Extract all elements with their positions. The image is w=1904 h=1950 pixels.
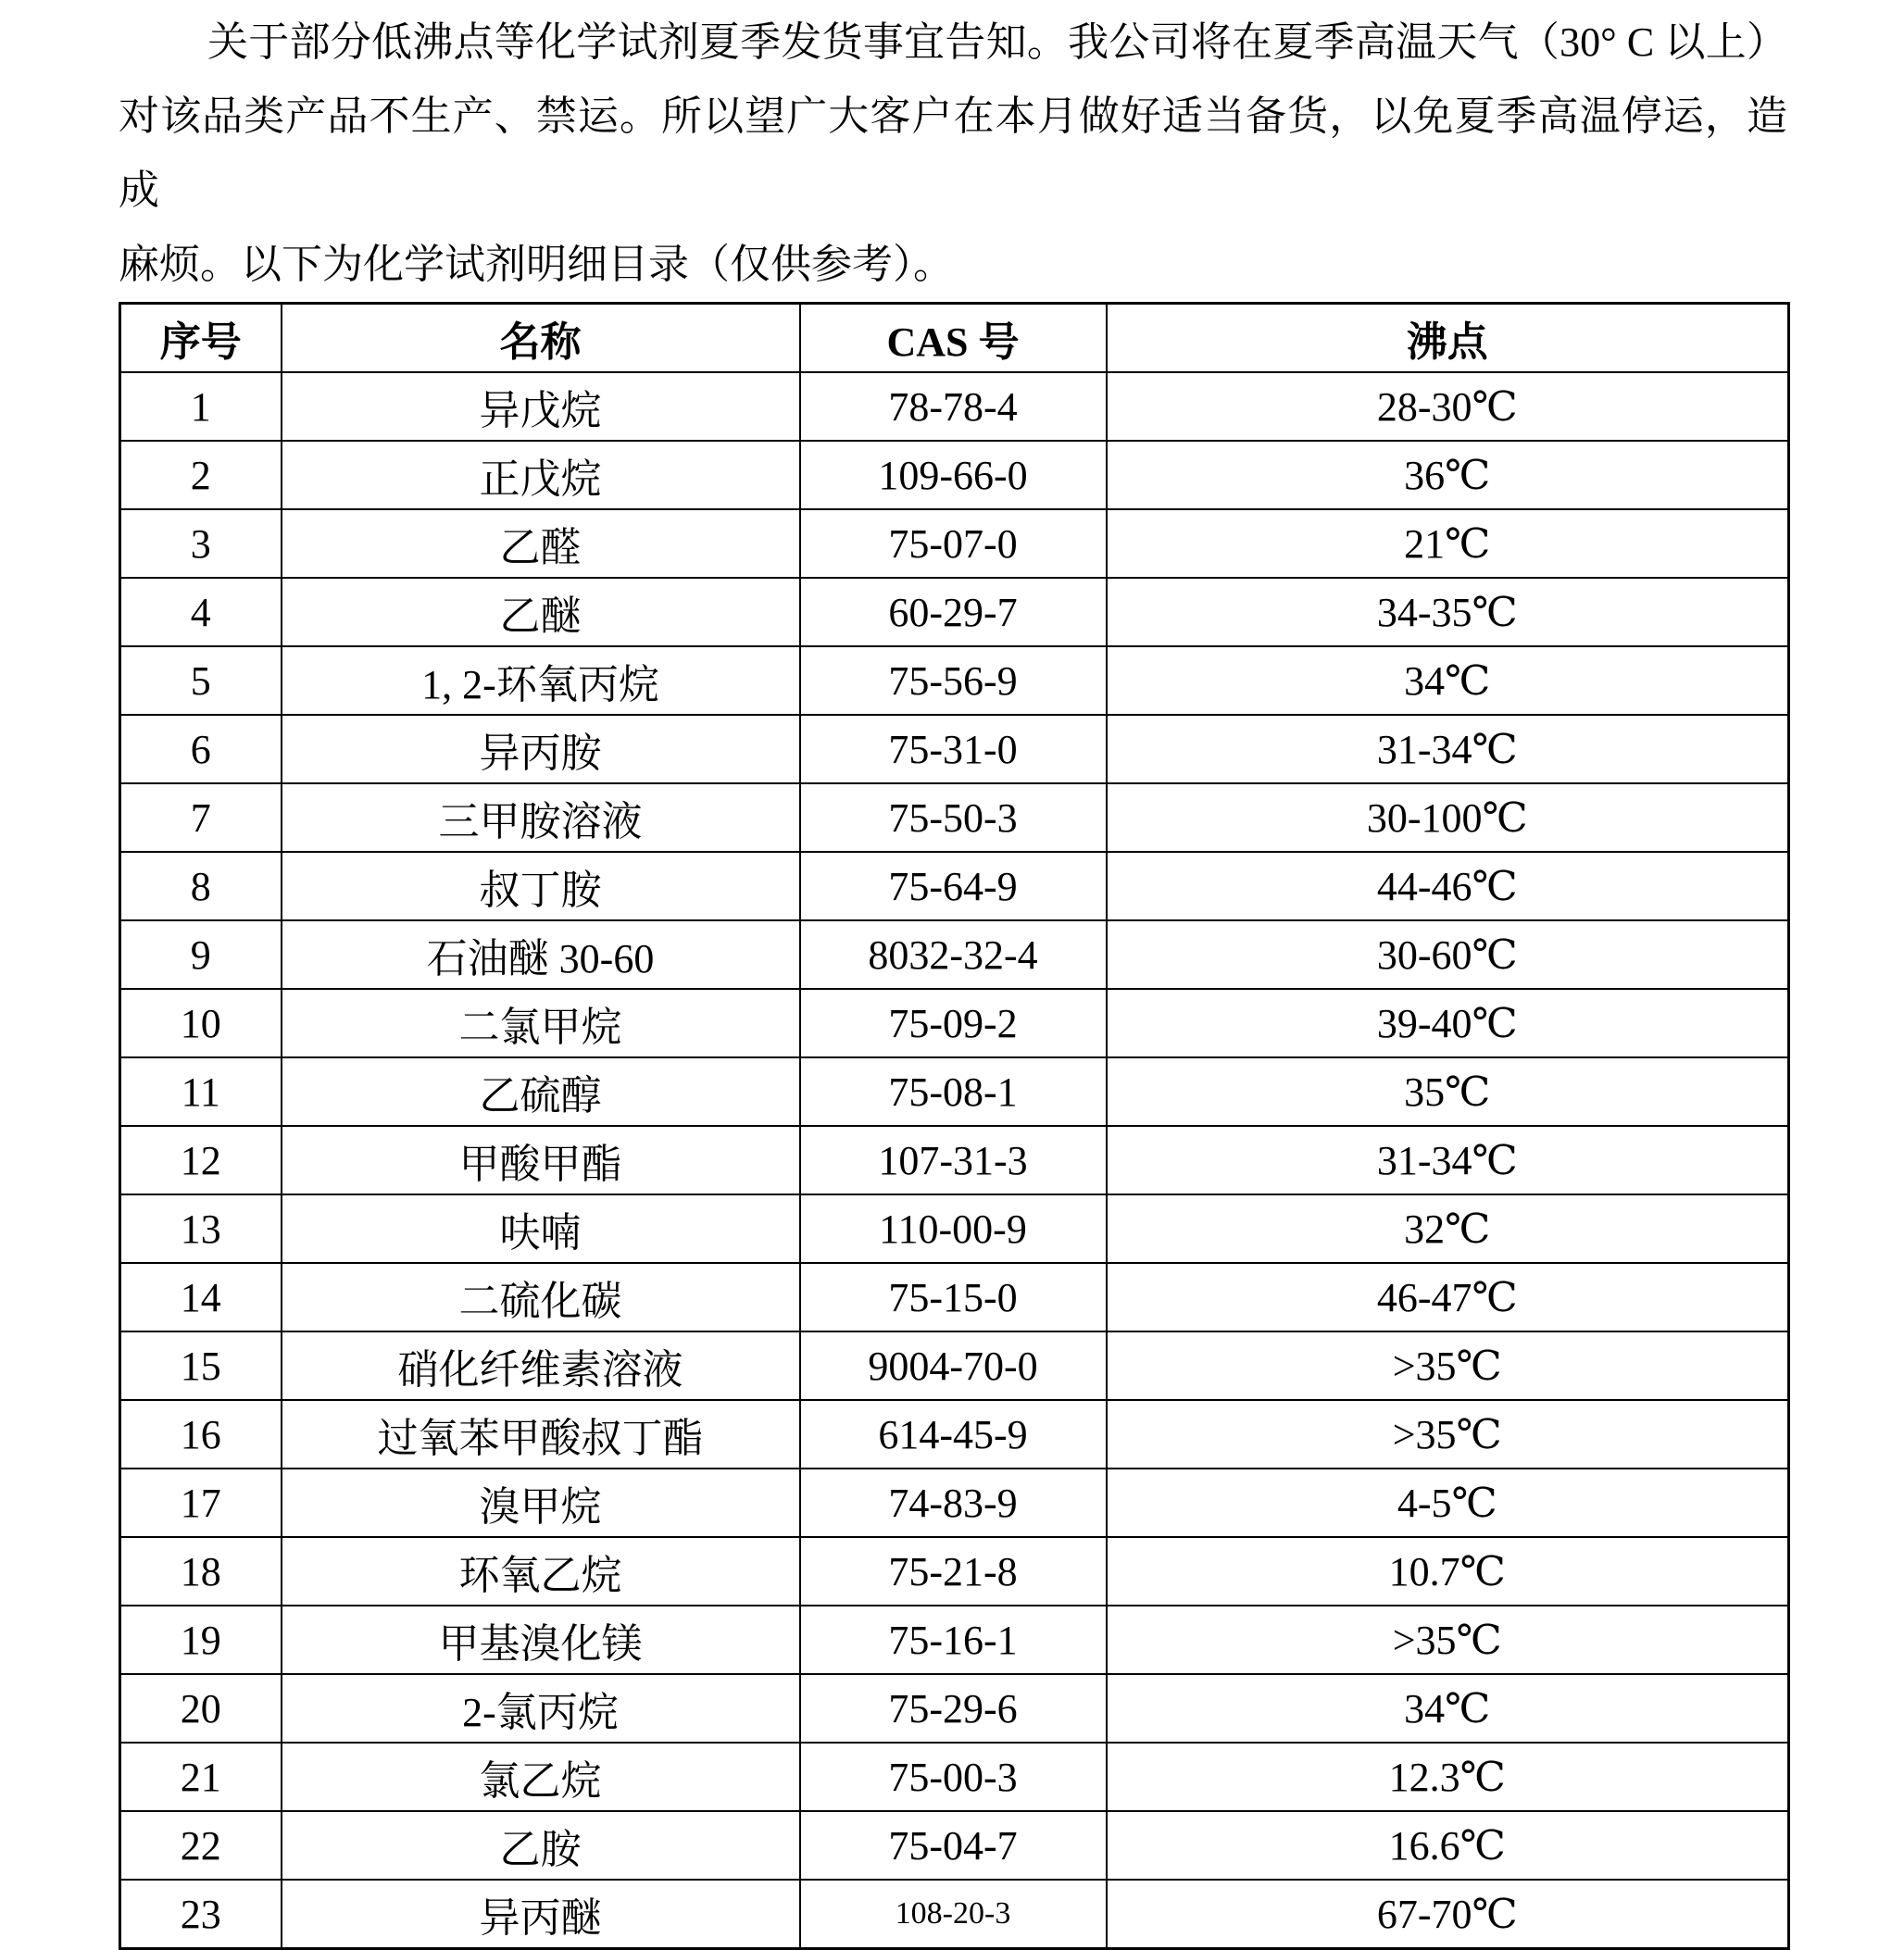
table-row [120, 1400, 1789, 1469]
cas-number-cell: 75-15-0 [800, 1263, 1107, 1331]
serial-number-cell: 21 [120, 1743, 282, 1811]
cas-number-cell: 108-20-3 [800, 1880, 1107, 1949]
table-row [120, 852, 1789, 920]
boiling-point-cell: 67-70℃ [1107, 1880, 1789, 1949]
table-header-row [120, 304, 1789, 373]
name-cell: 1, 2-环氧丙烷 [282, 646, 800, 715]
serial-number-cell: 14 [120, 1263, 282, 1331]
header-name: 名称 [282, 304, 800, 373]
serial-number-cell: 11 [120, 1057, 282, 1126]
boiling-point-cell: 31-34℃ [1107, 1126, 1789, 1194]
cas-number-cell: 75-29-6 [800, 1674, 1107, 1743]
name-cell: 异戊烷 [282, 372, 800, 441]
name-cell: 异丙胺 [282, 715, 800, 783]
serial-number-cell: 13 [120, 1194, 282, 1263]
serial-number-cell: 23 [120, 1880, 282, 1949]
cas-number-cell: 75-04-7 [800, 1811, 1107, 1880]
notice-paragraph [119, 6, 1787, 302]
table-row [120, 372, 1789, 441]
table-row [120, 1743, 1789, 1811]
table-row [120, 1880, 1789, 1949]
boiling-point-cell: >35℃ [1107, 1606, 1789, 1674]
table-row [120, 920, 1789, 989]
table-row [120, 441, 1789, 509]
serial-number-cell: 12 [120, 1126, 282, 1194]
name-cell: 叔丁胺 [282, 852, 800, 920]
serial-number-cell: 18 [120, 1537, 282, 1606]
serial-number-cell: 4 [120, 578, 282, 646]
table-row [120, 1263, 1789, 1331]
serial-number-cell: 15 [120, 1331, 282, 1400]
serial-number-cell: 7 [120, 783, 282, 852]
boiling-point-cell: 30-60℃ [1107, 920, 1789, 989]
cas-number-cell: 75-00-3 [800, 1743, 1107, 1811]
notice-line-3: 麻烦。以下为化学试剂明细目录（仅供参考）。 [119, 242, 954, 287]
name-cell: 乙胺 [282, 1811, 800, 1880]
table-row [120, 783, 1789, 852]
serial-number-cell: 17 [120, 1469, 282, 1537]
table-row [120, 1331, 1789, 1400]
table-row [120, 1606, 1789, 1674]
name-cell: 过氧苯甲酸叔丁酯 [282, 1400, 800, 1469]
table-row [120, 1537, 1789, 1606]
serial-number-cell: 22 [120, 1811, 282, 1880]
boiling-point-cell: 30-100℃ [1107, 783, 1789, 852]
boiling-point-cell: >35℃ [1107, 1400, 1789, 1469]
table-row [120, 715, 1789, 783]
header-boiling-point: 沸点 [1107, 304, 1789, 373]
boiling-point-cell: 16.6℃ [1107, 1811, 1789, 1880]
cas-number-cell: 78-78-4 [800, 372, 1107, 441]
serial-number-cell: 20 [120, 1674, 282, 1743]
table-row [120, 1057, 1789, 1126]
cas-number-cell: 109-66-0 [800, 441, 1107, 509]
boiling-point-cell: 12.3℃ [1107, 1743, 1789, 1811]
boiling-point-cell: 35℃ [1107, 1057, 1789, 1126]
cas-number-cell: 110-00-9 [800, 1194, 1107, 1263]
boiling-point-cell: 34-35℃ [1107, 578, 1789, 646]
boiling-point-cell: 44-46℃ [1107, 852, 1789, 920]
cas-number-cell: 8032-32-4 [800, 920, 1107, 989]
name-cell: 石油醚 30-60 [282, 920, 800, 989]
serial-number-cell: 5 [120, 646, 282, 715]
serial-number-cell: 9 [120, 920, 282, 989]
chemical-reagent-table [119, 302, 1790, 1950]
name-cell: 环氧乙烷 [282, 1537, 800, 1606]
boiling-point-cell: 10.7℃ [1107, 1537, 1789, 1606]
name-cell: 甲基溴化镁 [282, 1606, 800, 1674]
cas-number-cell: 614-45-9 [800, 1400, 1107, 1469]
serial-number-cell: 10 [120, 989, 282, 1057]
name-cell: 异丙醚 [282, 1880, 800, 1949]
name-cell: 氯乙烷 [282, 1743, 800, 1811]
name-cell: 乙硫醇 [282, 1057, 800, 1126]
name-cell: 正戊烷 [282, 441, 800, 509]
serial-number-cell: 19 [120, 1606, 282, 1674]
boiling-point-cell: 36℃ [1107, 441, 1789, 509]
serial-number-cell: 2 [120, 441, 282, 509]
cas-number-cell: 107-31-3 [800, 1126, 1107, 1194]
boiling-point-cell: 21℃ [1107, 509, 1789, 578]
boiling-point-cell: 28-30℃ [1107, 372, 1789, 441]
boiling-point-cell: 39-40℃ [1107, 989, 1789, 1057]
header-serial-number: 序号 [120, 304, 282, 373]
name-cell: 甲酸甲酯 [282, 1126, 800, 1194]
cas-number-cell: 75-31-0 [800, 715, 1107, 783]
cas-number-cell: 74-83-9 [800, 1469, 1107, 1537]
notice-line-1: 关于部分低沸点等化学试剂夏季发货事宜告知。我公司将在夏季高温天气（30° C 以上） [207, 19, 1787, 65]
cas-number-cell: 75-56-9 [800, 646, 1107, 715]
name-cell: 呋喃 [282, 1194, 800, 1263]
table-row [120, 1674, 1789, 1743]
name-cell: 二硫化碳 [282, 1263, 800, 1331]
cas-number-cell: 75-21-8 [800, 1537, 1107, 1606]
table-row [120, 1469, 1789, 1537]
table-row [120, 1811, 1789, 1880]
cas-number-cell: 75-16-1 [800, 1606, 1107, 1674]
serial-number-cell: 3 [120, 509, 282, 578]
boiling-point-cell: 34℃ [1107, 646, 1789, 715]
cas-number-cell: 9004-70-0 [800, 1331, 1107, 1400]
cas-number-cell: 60-29-7 [800, 578, 1107, 646]
table-row [120, 509, 1789, 578]
serial-number-cell: 1 [120, 372, 282, 441]
cas-number-cell: 75-09-2 [800, 989, 1107, 1057]
table-row [120, 1126, 1789, 1194]
table-row [120, 646, 1789, 715]
boiling-point-cell: 32℃ [1107, 1194, 1789, 1263]
boiling-point-cell: 46-47℃ [1107, 1263, 1789, 1331]
boiling-point-cell: 34℃ [1107, 1674, 1789, 1743]
serial-number-cell: 16 [120, 1400, 282, 1469]
table-row [120, 578, 1789, 646]
cas-number-cell: 75-64-9 [800, 852, 1107, 920]
notice-line-2: 对该品类产品不生产、禁运。所以望广大客户在本月做好适当备货，以免夏季高温停运，造成 [119, 94, 1787, 213]
name-cell: 2-氯丙烷 [282, 1674, 800, 1743]
name-cell: 溴甲烷 [282, 1469, 800, 1537]
name-cell: 三甲胺溶液 [282, 783, 800, 852]
cas-number-cell: 75-07-0 [800, 509, 1107, 578]
serial-number-cell: 6 [120, 715, 282, 783]
cas-number-cell: 75-50-3 [800, 783, 1107, 852]
serial-number-cell: 8 [120, 852, 282, 920]
boiling-point-cell: 31-34℃ [1107, 715, 1789, 783]
name-cell: 乙醚 [282, 578, 800, 646]
boiling-point-cell: 4-5℃ [1107, 1469, 1789, 1537]
table-body [120, 372, 1789, 1949]
table-row [120, 1194, 1789, 1263]
header-cas-number: CAS 号 [800, 304, 1107, 373]
name-cell: 硝化纤维素溶液 [282, 1331, 800, 1400]
name-cell: 乙醛 [282, 509, 800, 578]
table-row [120, 989, 1789, 1057]
boiling-point-cell: >35℃ [1107, 1331, 1789, 1400]
cas-number-cell: 75-08-1 [800, 1057, 1107, 1126]
name-cell: 二氯甲烷 [282, 989, 800, 1057]
